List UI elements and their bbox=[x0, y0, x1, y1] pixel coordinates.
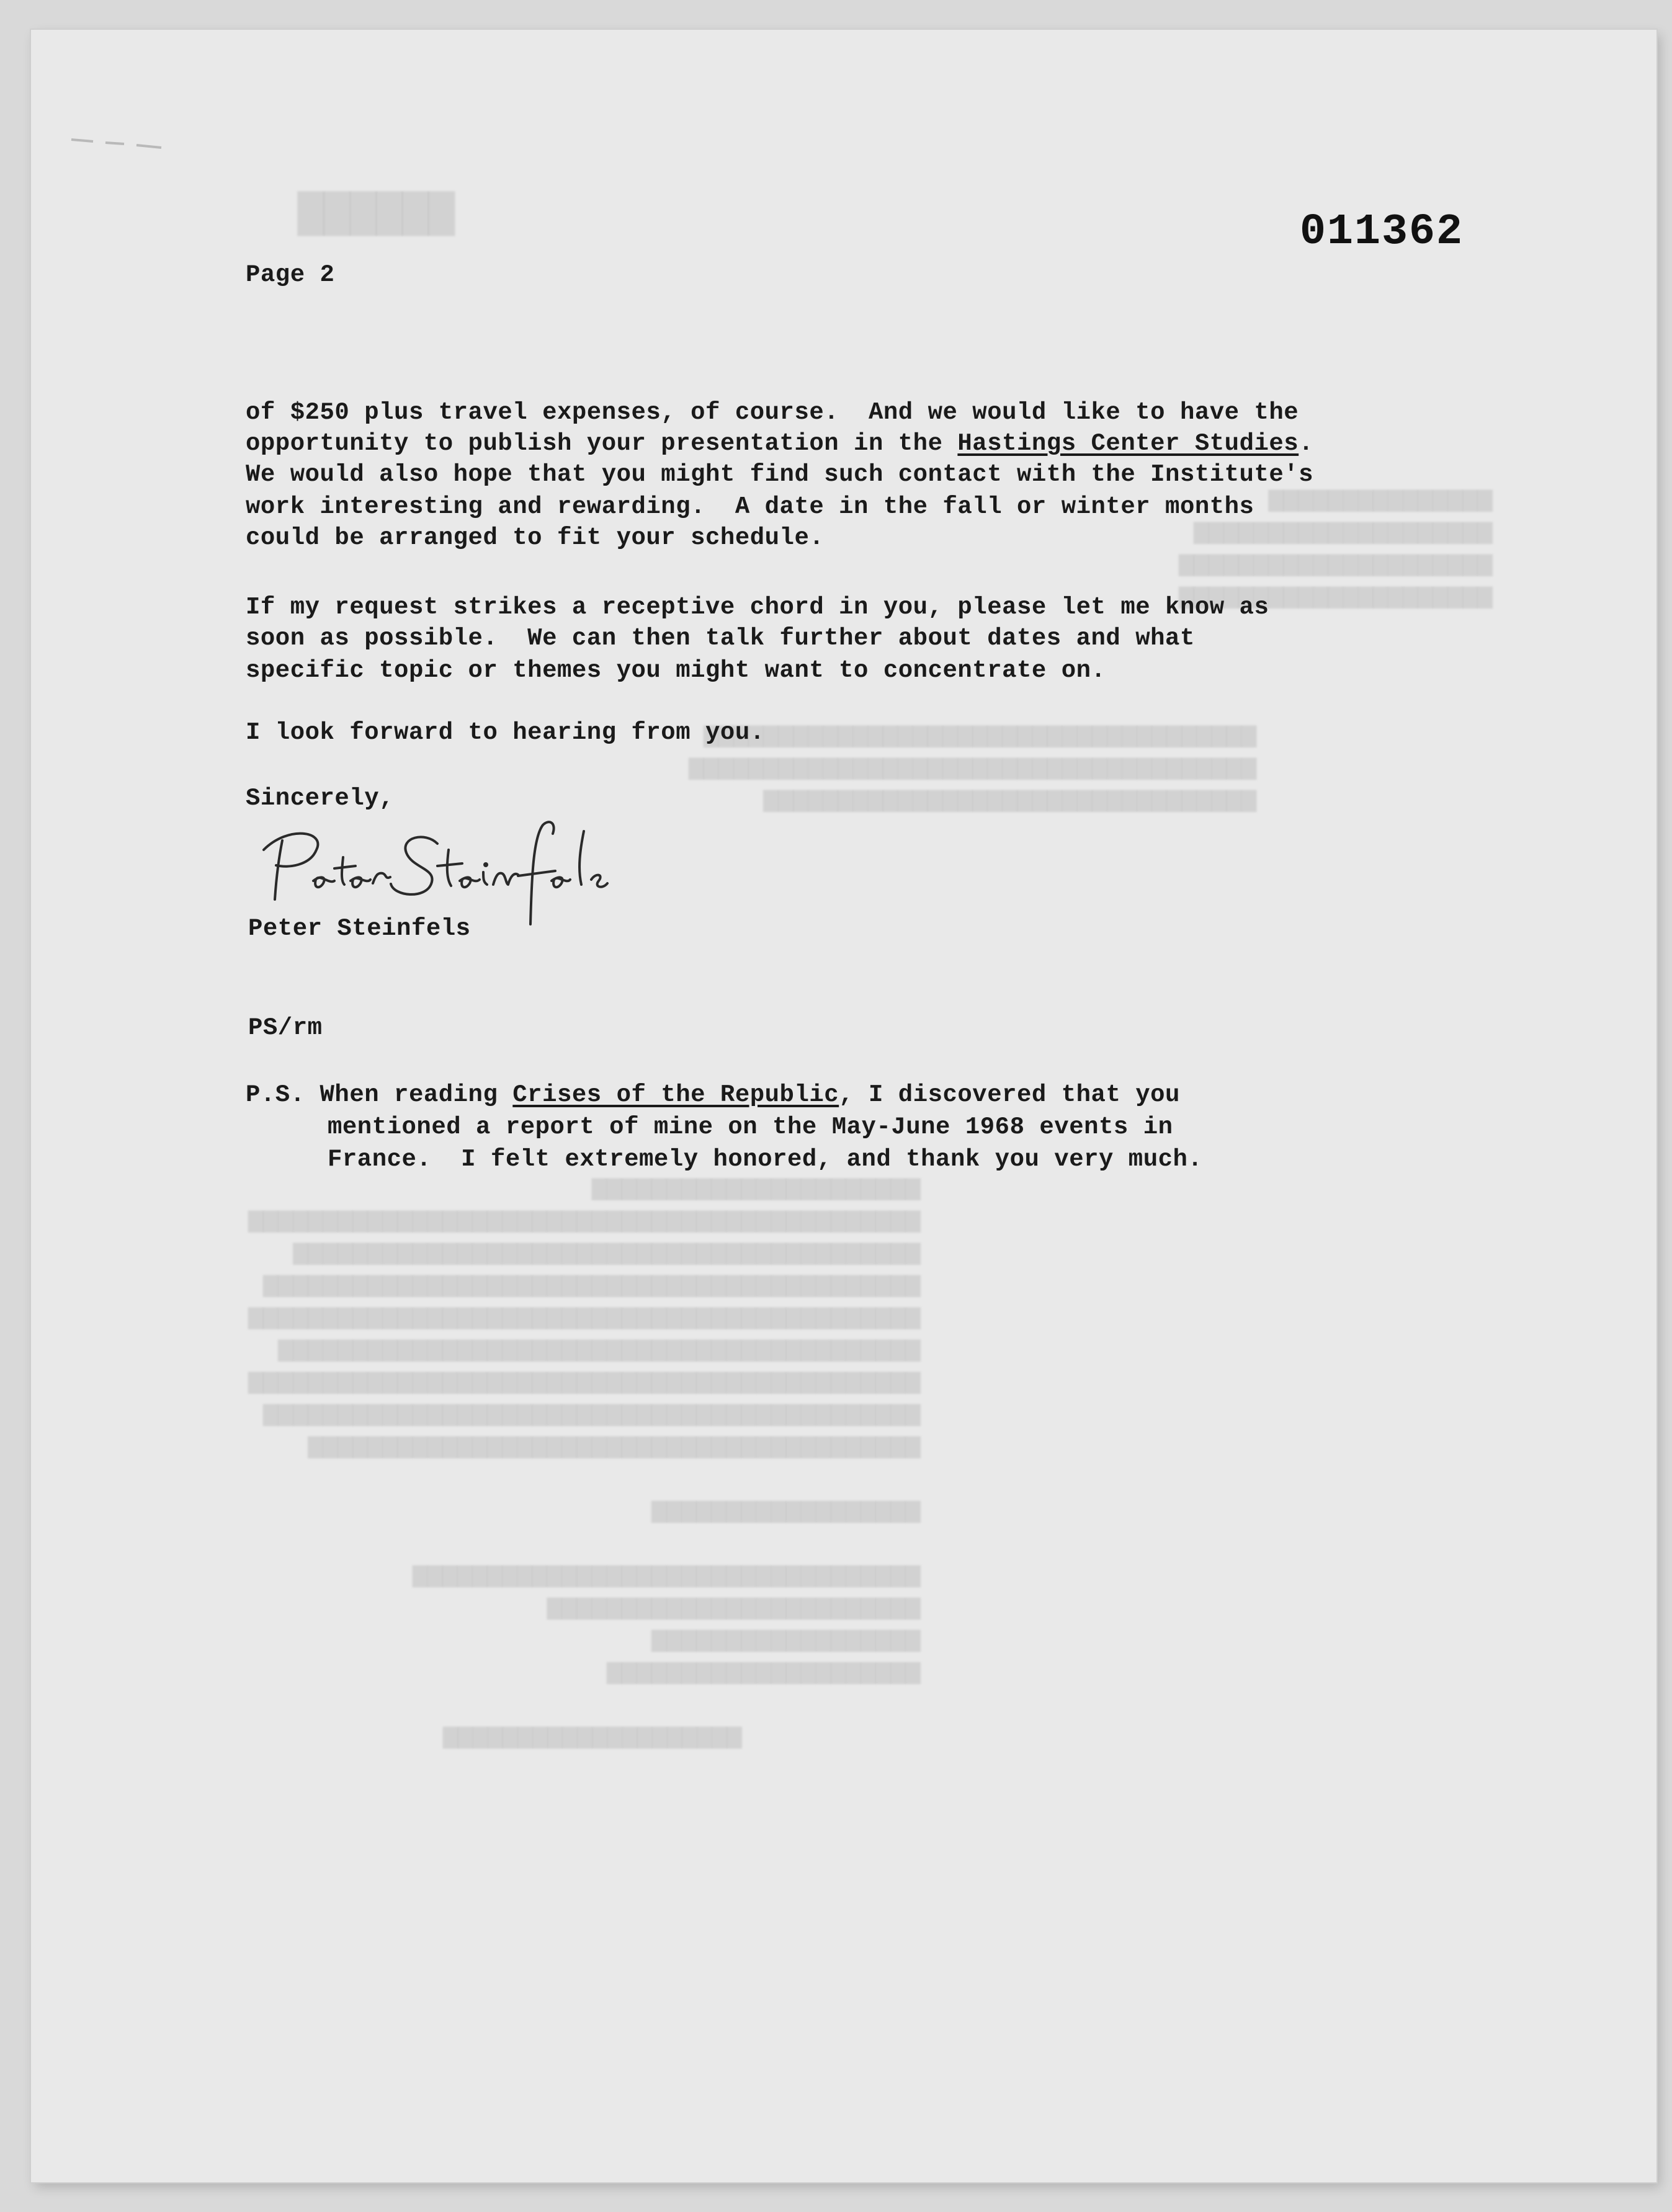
postscript-prefix: P.S. When reading bbox=[246, 1081, 513, 1108]
body-line: work interesting and rewarding. A date in the fall or winter months bbox=[246, 493, 1254, 520]
document-number: 011362 bbox=[1300, 208, 1464, 257]
page-label: Page 2 bbox=[246, 261, 335, 288]
body-line: If my request strikes a receptive chord in you, please let me know as bbox=[246, 594, 1269, 621]
typist-initials: PS/rm bbox=[248, 1014, 323, 1041]
postscript-line: mentioned a report of mine on the May-June 1968 events in bbox=[328, 1113, 1173, 1141]
show-through-bleed: ▆▆▆▆▆▆▆▆▆▆▆▆▆▆▆▆▆▆▆▆▆▆▆▆▆▆▆▆▆▆▆▆▆▆▆▆▆ ▆▆▆▆▆▆▆▆▆▆▆▆▆▆▆▆▆▆▆▆▆▆▆▆▆▆▆▆▆▆▆▆▆▆▆▆▆▆ ▆▆▆▆▆▆▆▆▆▆▆▆▆▆▆▆▆▆▆▆▆▆▆▆▆▆▆▆▆▆▆▆▆ bbox=[689, 721, 1257, 814]
body-line: I look forward to hearing from you. bbox=[246, 719, 765, 746]
postscript-line bbox=[246, 1079, 1180, 1110]
postscript-text: , I discovered that you bbox=[839, 1081, 1180, 1108]
book-title: Crises of the Republic bbox=[512, 1081, 839, 1108]
signature-drawing bbox=[251, 806, 648, 930]
handwritten-signature bbox=[251, 806, 648, 930]
body-line: of $250 plus travel expenses, of course. And we would like to have the bbox=[246, 399, 1299, 426]
body-line: soon as possible. We can then talk further about dates and what bbox=[246, 625, 1195, 652]
body-line: We would also hope that you might find such contact with the Institute's bbox=[246, 461, 1314, 488]
postscript-line: France. I felt extremely honored, and thank you very much. bbox=[328, 1146, 1203, 1173]
body-text: opportunity to publish your presentation in the bbox=[246, 430, 958, 457]
body-line: could be arranged to fit your schedule. bbox=[246, 524, 825, 551]
scuff-mark bbox=[68, 130, 168, 149]
signer-name: Peter Steinfels bbox=[248, 915, 471, 942]
body-line bbox=[246, 428, 1313, 459]
punctuation: . bbox=[1299, 430, 1314, 457]
publication-title: Hastings Center Studies bbox=[957, 430, 1299, 457]
show-through-bleed: ▇▇▇▇▇▇ bbox=[298, 190, 455, 239]
body-line: specific topic or themes you might want to concentrate on. bbox=[246, 657, 1106, 684]
show-through-bleed: ▆▆▆▆▆▆▆▆▆▆▆▆▆▆▆▆▆▆▆▆▆▆ ▆▆▆▆▆▆▆▆▆▆▆▆▆▆▆▆▆▆▆▆▆▆▆▆▆▆▆▆▆▆▆▆▆▆▆▆▆▆▆▆▆▆▆▆▆ ▆▆▆▆▆▆▆▆▆▆▆▆▆▆▆▆▆▆▆▆▆▆▆▆▆▆▆▆▆▆▆▆▆▆▆▆▆▆▆▆▆▆ ▆▆▆▆▆▆▆▆▆▆▆▆▆▆▆▆▆▆▆▆▆▆▆▆▆▆▆▆▆▆▆▆▆▆▆▆▆▆▆▆▆▆▆▆ ▆▆▆▆▆▆▆▆▆▆▆▆▆▆▆▆▆▆▆▆▆▆▆▆▆▆▆▆▆▆▆▆▆▆▆▆▆▆▆▆▆▆▆▆▆ ▆▆▆▆▆▆▆▆▆▆▆▆▆▆▆▆▆▆▆▆▆▆▆▆▆▆▆▆▆▆▆▆▆▆▆▆▆▆▆▆▆▆▆ ▆▆▆▆▆▆▆▆▆▆▆▆▆▆▆▆▆▆▆▆▆▆▆▆▆▆▆▆▆▆▆▆▆▆▆▆▆▆▆▆▆▆▆▆▆ ▆▆▆▆▆▆▆▆▆▆▆▆▆▆▆▆▆▆▆▆▆▆▆▆▆▆▆▆▆▆▆▆▆▆▆▆▆▆▆▆▆▆▆▆ ▆▆▆▆▆▆▆▆▆▆▆▆▆▆▆▆▆▆▆▆▆▆▆▆▆▆▆▆▆▆▆▆▆▆▆▆▆▆▆▆▆ ▆▆▆▆▆▆▆▆▆▆▆▆▆▆▆▆▆▆ ▆▆▆▆▆▆▆▆▆▆▆▆▆▆▆▆▆▆▆▆▆▆▆▆▆▆▆▆▆▆▆▆▆▆ ▆▆▆▆▆▆▆▆▆▆▆▆▆▆▆▆▆▆▆▆▆▆▆▆▆ ▆▆▆▆▆▆▆▆▆▆▆▆▆▆▆▆▆▆ ▆▆▆▆▆▆▆▆▆▆▆▆▆▆▆▆▆▆▆▆▆ ▆▆▆▆▆▆▆▆▆▆▆▆▆▆▆▆▆▆▆▆ bbox=[248, 1174, 921, 1750]
show-through-bleed: ▆▆▆▆▆▆▆▆▆▆▆▆▆▆▆ ▆▆▆▆▆▆▆▆▆▆▆▆▆▆▆▆▆▆▆▆ ▆▆▆▆▆▆▆▆▆▆▆▆▆▆▆▆▆▆▆▆▆ ▆▆▆▆▆▆▆▆▆▆▆▆▆▆▆▆▆▆▆▆▆ bbox=[1179, 486, 1493, 610]
closing: Sincerely, bbox=[246, 785, 395, 812]
